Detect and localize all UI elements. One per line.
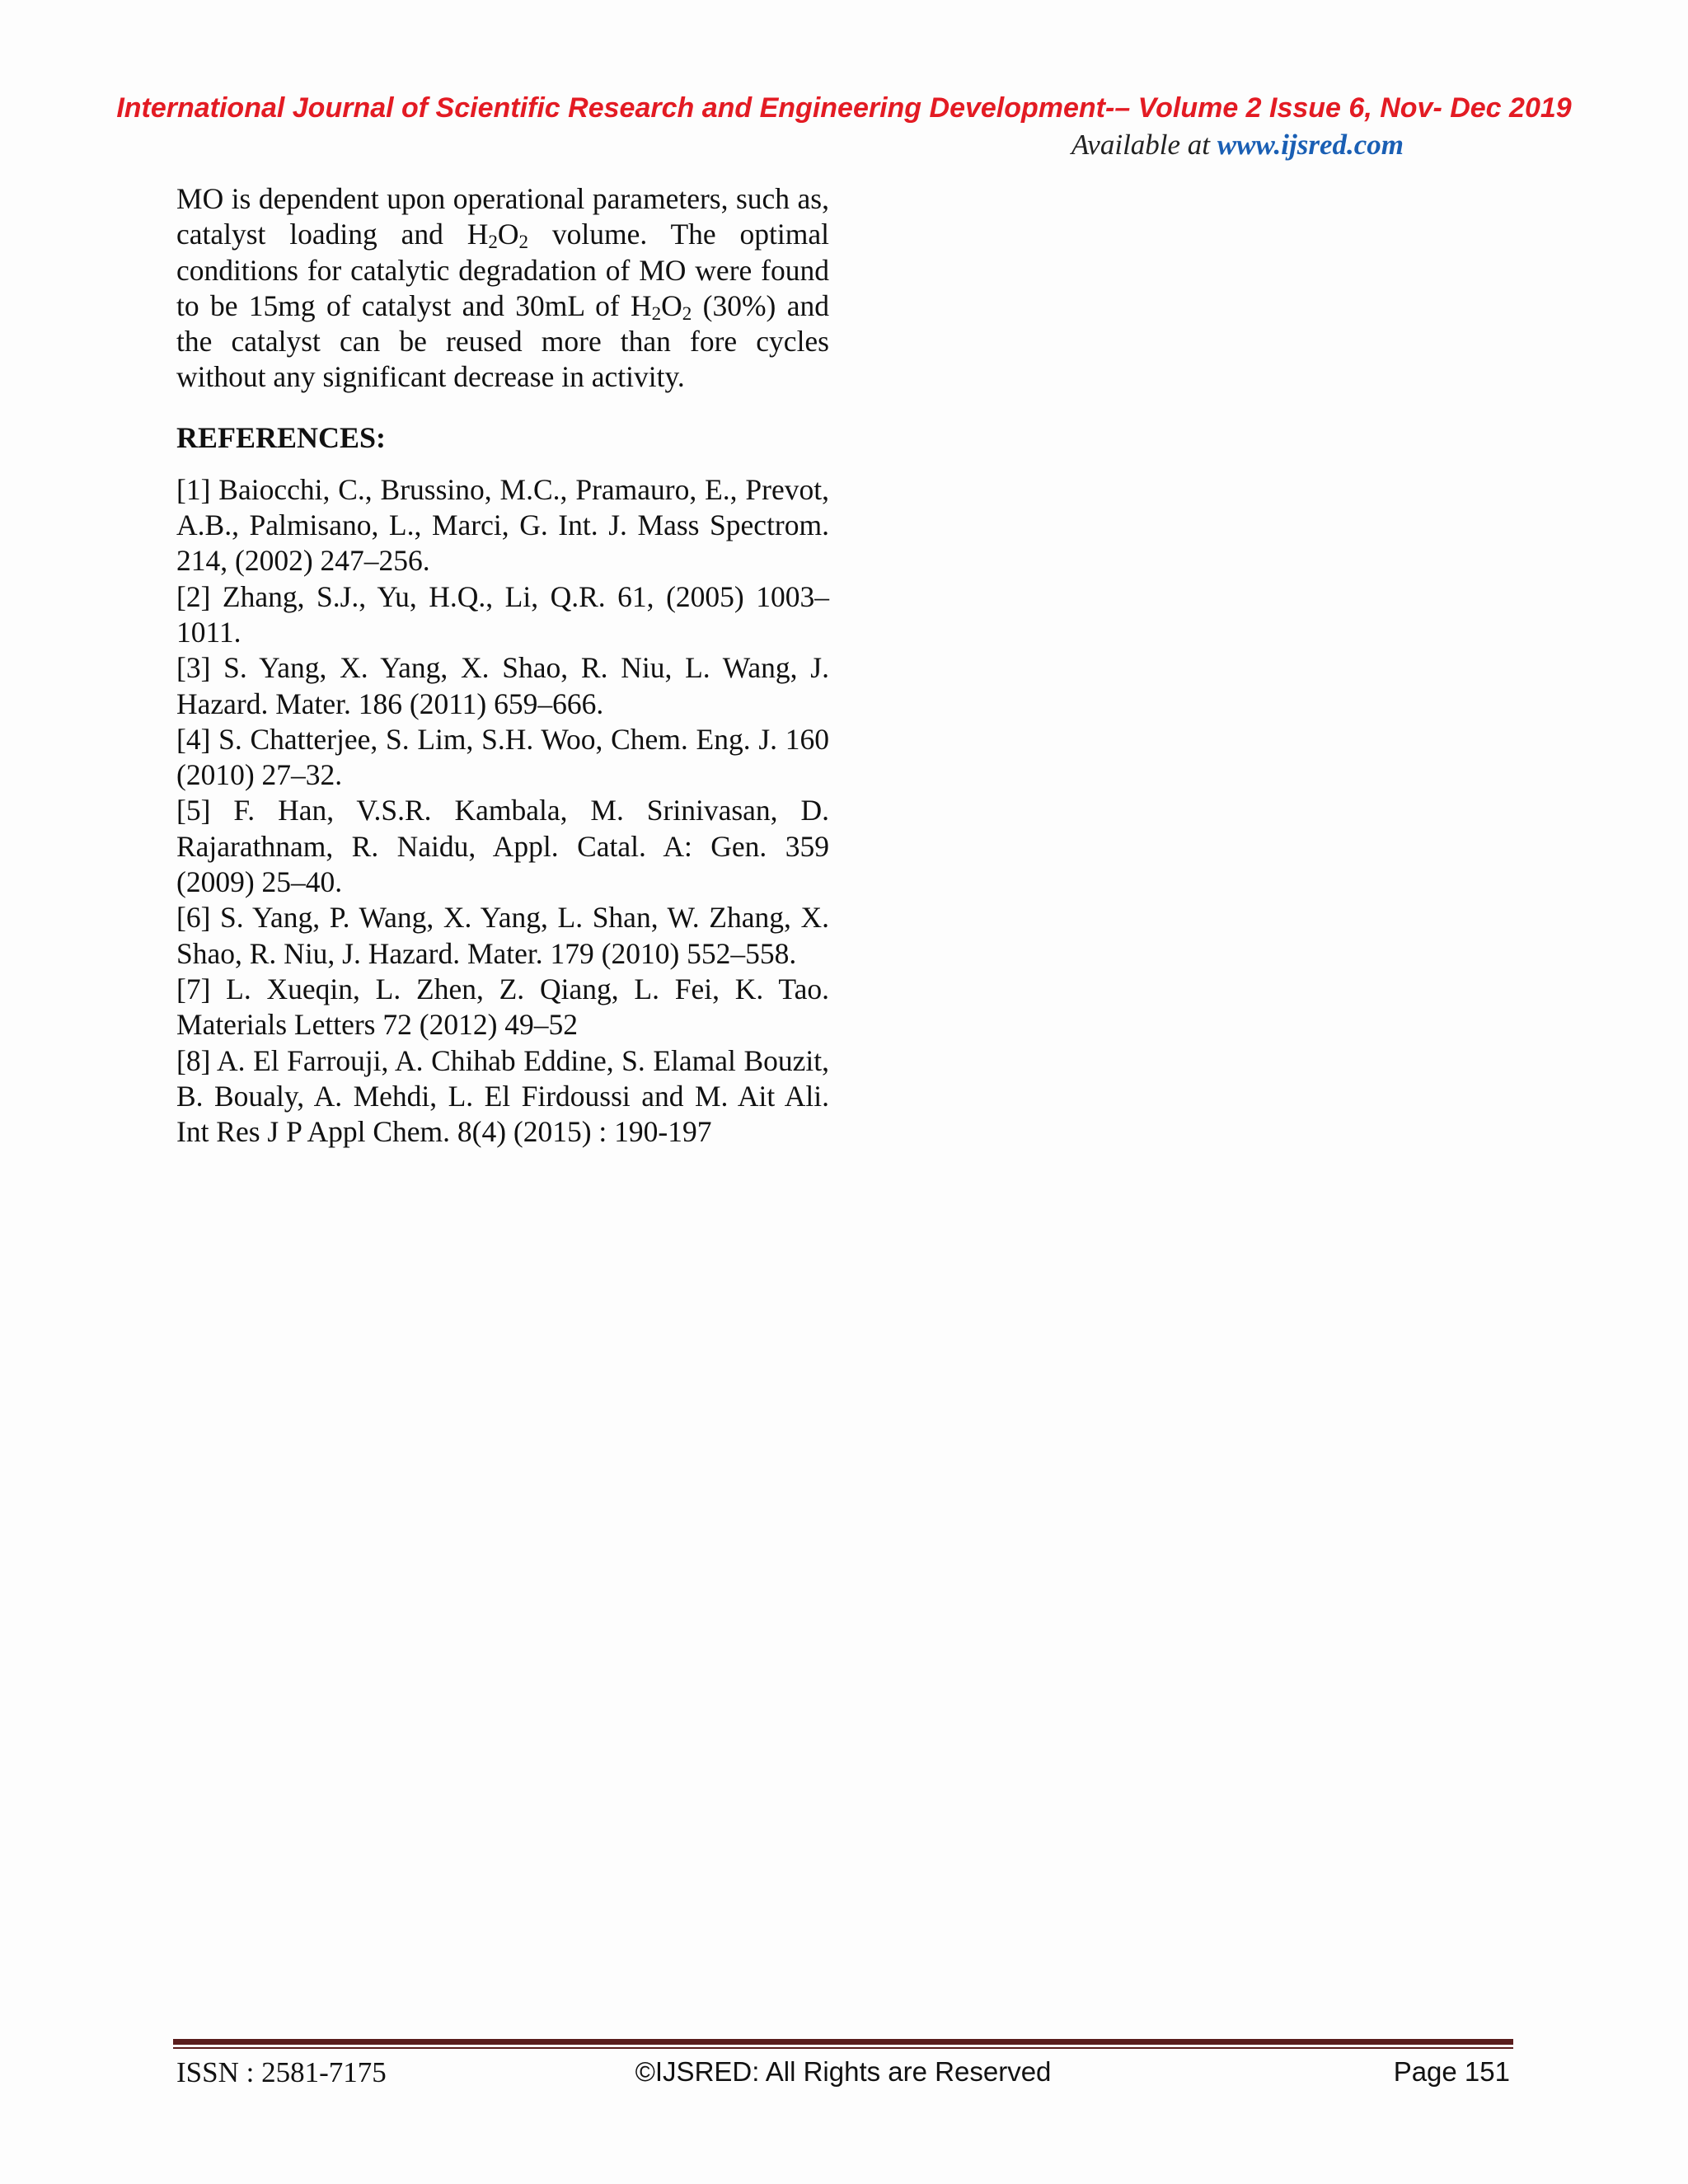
availability-line xyxy=(1071,129,1404,162)
reference-item: [2] Zhang, S.J., Yu, H.Q., Li, Q.R. 61, (2005) 1003–1011. xyxy=(176,579,829,649)
reference-item: [5] F. Han, V.S.R. Kambala, M. Srinivasan, D. Rajarathnam, R. Naidu, Appl. Catal. A: Gen. 359 (2009) 25–40. xyxy=(176,794,829,899)
reference-item: [8] A. El Farrouji, A. Chihab Eddine, S. Elamal Bouzit, B. Boualy, A. Mehdi, L. El Firdoussi and M. Ait Ali. Int Res J P Appl Chem. 8(4) (2015) : 190-197 xyxy=(176,1043,829,1149)
references-heading: REFERENCES: xyxy=(176,420,387,454)
reference-item: [7] L. Xueqin, L. Zhen, Z. Qiang, L. Fei, K. Tao. Materials Letters 72 (2012) 49–52 xyxy=(176,972,829,1042)
reference-item: [1] Baiocchi, C., Brussino, M.C., Pramauro, E., Prevot, A.B., Palmisano, L., Marci, G. Int. J. Mass Spectrom. 214, (2002) 247–256. xyxy=(176,472,829,578)
left-column xyxy=(176,181,829,1150)
journal-url-link[interactable]: www.ijsred.com xyxy=(1217,129,1404,161)
issn-label: ISSN : 2581-7175 xyxy=(176,2056,387,2088)
reference-item: [3] S. Yang, X. Yang, X. Shao, R. Niu, L. Wang, J. Hazard. Mater. 186 (2011) 659–666. xyxy=(176,651,829,720)
reference-item: [6] S. Yang, P. Wang, X. Yang, L. Shan, W. Zhang, X. Shao, R. Niu, J. Hazard. Mater. 179 (2010) 552–558. xyxy=(176,901,829,970)
footer-divider xyxy=(173,2039,1513,2045)
available-label: Available at xyxy=(1071,129,1211,161)
references-list xyxy=(176,472,829,1151)
journal-header: International Journal of Scientific Research and Engineering Development-– Volume 2 Issue 6, Nov- Dec 2019 xyxy=(116,92,1572,124)
page-number: Page 151 xyxy=(1393,2056,1510,2087)
copyright-notice: ©IJSRED: All Rights are Reserved xyxy=(635,2056,1052,2087)
footer-divider-thin xyxy=(173,2047,1513,2049)
reference-item: [4] S. Chatterjee, S. Lim, S.H. Woo, Chem. Eng. J. 160 (2010) 27–32. xyxy=(176,722,829,792)
conclusion-paragraph: MO is dependent upon operational parameters, such as, catalyst loading and $H_2O_2$ volume. The optimal conditions for catalytic degradation of MO were found to be 15mg of catalyst and 30mL of $H_2O_2$ (30%) and the catalyst can be reused more than fore cycles without any significant decrease in activity. xyxy=(176,182,829,394)
page-footer xyxy=(176,2056,1510,2097)
